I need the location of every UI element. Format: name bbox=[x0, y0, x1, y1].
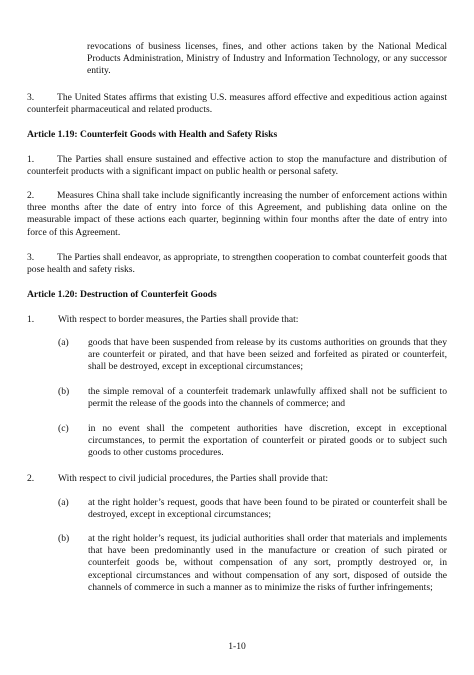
article-1-20-heading: Article 1.20: Destruction of Counterfeit Goods bbox=[27, 289, 217, 300]
continued-paragraph: revocations of business licenses, fines, and other actions taken by the National Medical Products Administration, Ministry of Industry and Information Technology, or any successor entity. bbox=[87, 41, 447, 77]
item-text: in no event shall the competent authorities have discretion, except in exceptional circumstances, to permit the exportation of counterfeit or pirated goods or to subject such goods to other customs procedures. bbox=[88, 423, 447, 459]
item-label: (b) bbox=[58, 533, 70, 544]
paragraph-3-us-measures bbox=[27, 92, 447, 116]
paragraph-text: Measures China shall take include significantly increasing the number of enforcement actions within three months after the date of entry into force of this Agreement, and publishing data online on the measurable impact of these actions each quarter, beginning within four months after the date of entry into force of this Agreement. bbox=[27, 190, 447, 238]
item-label: (c) bbox=[58, 423, 69, 434]
item-label: (a) bbox=[58, 497, 69, 508]
item-label: (b) bbox=[58, 386, 70, 397]
paragraph-text: The Parties shall ensure sustained and effective action to stop the manufacture and distribution of counterfeit products with a significant impact on public health or personal safety. bbox=[27, 154, 447, 178]
item-text: at the right holder’s request, its judicial authorities shall order that materials and implements that have been predominantly used in the manufacture or creation of such pirated or counterfeit goods be, without compensation of any sort, promptly destroyed or, in exceptional circumstances and without compensation of any sort, disposed of outside the channels of commerce in such a manner as to minimize the risks of further infringements; bbox=[88, 533, 447, 593]
paragraph-number: 1. bbox=[27, 154, 35, 165]
article-1-19-paragraph-2 bbox=[27, 190, 447, 239]
item-text: the simple removal of a counterfeit trademark unlawfully affixed shall not be sufficient to permit the release of the goods into the channels of commerce; and bbox=[88, 386, 447, 410]
paragraph-number: 3. bbox=[27, 252, 35, 263]
article-1-20-paragraph-1-text: With respect to border measures, the Parties shall provide that: bbox=[58, 314, 299, 325]
paragraph-number: 2. bbox=[27, 190, 35, 201]
article-1-20-paragraph-2-number: 2. bbox=[27, 473, 35, 484]
article-1-19-paragraph-3 bbox=[27, 252, 447, 276]
article-1-19-heading: Article 1.19: Counterfeit Goods with Health and Safety Risks bbox=[27, 129, 278, 140]
page-number: 1-10 bbox=[228, 641, 246, 652]
item-label: (a) bbox=[58, 337, 69, 348]
item-text: goods that have been suspended from release by its customs authorities on grounds that they are counterfeit or pirated, and that have been seized and forfeited as pirated or counterfeit, shall be destroyed, except in exceptional circumstances; bbox=[88, 337, 447, 373]
article-1-20-paragraph-1-number: 1. bbox=[27, 314, 35, 325]
article-1-20-paragraph-2-text: With respect to civil judicial procedures, the Parties shall provide that: bbox=[58, 473, 329, 484]
paragraph-number: 3. bbox=[27, 92, 35, 103]
item-text: at the right holder’s request, goods that have been found to be pirated or counterfeit shall be destroyed, except in exceptional circumstances; bbox=[88, 497, 447, 521]
article-1-19-paragraph-1 bbox=[27, 154, 447, 178]
paragraph-text: The United States affirms that existing U.S. measures afford effective and expeditious action against counterfeit pharmaceutical and related products. bbox=[27, 92, 447, 116]
paragraph-text: The Parties shall endeavor, as appropriate, to strengthen cooperation to combat counterfeit goods that pose health and safety risks. bbox=[27, 252, 447, 276]
